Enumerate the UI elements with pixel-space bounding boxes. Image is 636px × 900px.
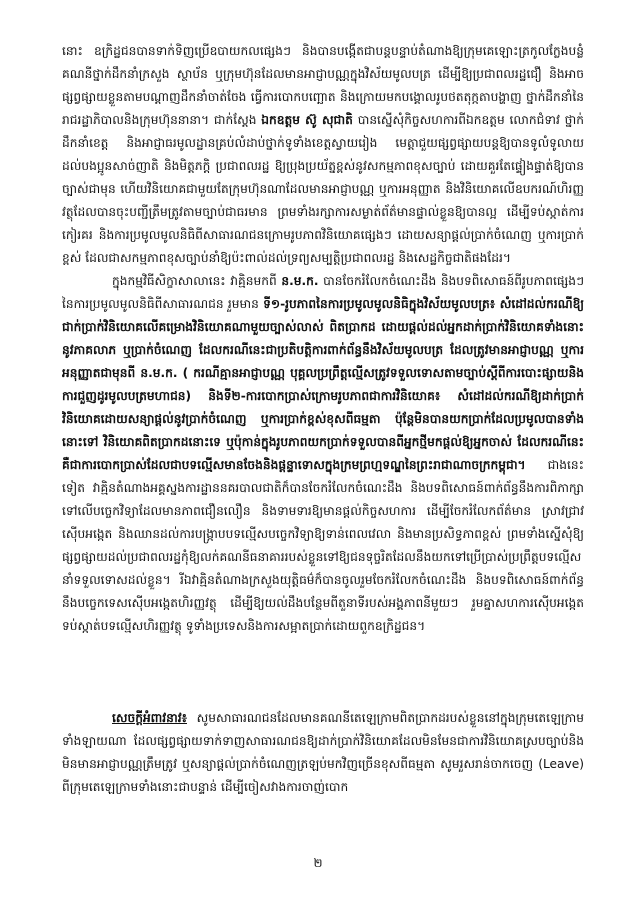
investment-types-bold: ទី១-រូបភាពនៃការប្រមូលមូលនិធិក្នុងវិស័យមូលបត្រ៖ សំដៅដល់ករណីឱ្យជាក់ប្រាក់វិនិយោគលើគម្រោងវិនិយោគណាមួយច្បាស់លាស់ ពិតប្រាកដ ដោយផ្តល់ដល់អ្នកដាក់ប្រាក់វិនិយោគទាំងនោះនូវភាគលាភ ឬប្រាក់ចំណេញ ដែលករណីនេះជាប្រតិបត្តិការពាក់ព័ន្ធនឹងវិស័យមូលបត្រ ដែលត្រូវមានអាជ្ញាបណ្ណ ឬការអនុញ្ញាតជាមុនពី ន.ម.ក. ( ករណីគ្មានអាជ្ញាបណ្ណ បុគ្គលប្រព្រឹត្តល្មើសត្រូវទទួលទោសតាមច្បាប់ស្តីពីការបោះផ្សាយនិងការជួញដូរមូលបត្រមហាជន) និងទី២-ការបោកប្រាស់ក្រោមរូបភាពជាការវិនិយោគ៖ សំដៅដល់ករណីឱ្យដាក់ប្រាក់វិនិយោគដោយសន្យាផ្តល់នូវប្រាក់ចំណេញ ឬការប្រាក់ខ្ពស់ខុសពីធម្មតា ប៉ុន្តែមិនបានយកប្រាក់ដែលប្រមូលបានទាំងនោះទៅ វិនិយោគពិតប្រាកដនោះទេ ឬប៉ុកាន់ក្នុងរូបភាពយកប្រាក់ទទួលបានពីអ្នកថ្មីមកផ្តល់ឱ្យអ្នកចាស់ ដែលករណីនេះ គឺជាការបោកប្រាស់ដែលជាបទល្មើសមានចែងនិងផ្តន្ទាទោសក្នុងក្រមព្រហ្មទណ្ឌនៃព្រះរាជាណាចក្រកម្ពុជា។ <box>62 297 584 472</box>
page-number: ២ <box>313 856 323 870</box>
paragraph-2-text-c: ជាងនេះទៀត វាគ្មិនតំណាងអគ្គស្នងការដ្ឋាននគរបាលជាតិក៏បានចែករំលែកចំណេះដឹង និងបទពិសោធន៍ពាក់ព័ន្ធនឹងការពិភាក្សាទៅលើបច្ចេកវិទ្យាដែលមានភាពជឿនលឿន និងទាមទារឱ្យមានផ្តល់កិច្ចសហការ ដើម្បីចែករំលែកព័ត៌មាន ស្រាវជ្រាវ ស៊ើបអង្កេត និងឈានដល់ការបង្ក្រាបបទល្មើសបច្ចេកវិទ្យាឱ្យទាន់ពេលវេលា និងមានប្រសិទ្ធភាពខ្ពស់ ព្រមទាំងស្នើសុំឱ្យផ្សព្វផ្សាយដល់ប្រជាពលរដ្ឋកុំឱ្យលក់គណនីធនាគាររបស់ខ្លួនទៅឱ្យជនទុច្ចរិតដែលនឹងយកទៅប្រើប្រាស់ប្រព្រឹត្តបទល្មើសនាំទទួលទោសដល់ខ្លួន។ រីឯវាគ្មិនតំណាងក្រសួងយុត្តិធម៌ក៏បានចូលរួមចែករំលែកចំណេះដឹង និងបទពិសោធន៍ពាក់ព័ន្ធនឹងបច្ចេកទេសស៊ើបអង្កេតហិរញ្ញវត្ថុ ដើម្បីឱ្យយល់ដឹងបន្ថែមពីតួនាទីរបស់អង្គភាពនីមួយៗ រួមគ្នាសហការស៊ើបអង្កេត ទប់ស្កាត់បទល្មើសហិរញ្ញវត្ថុ ទូទាំងប្រទេសនិងការសម្អាតប្រាក់ដោយពួកឧក្រិដ្ឋជន។ <box>62 458 584 633</box>
organization-abbrev: ន.ម.ក. <box>281 274 319 288</box>
appeal-heading: សេចក្តីអំពាវនាវ៖ <box>112 711 187 725</box>
appeal-text: សូមសាធារណជនដែលមានគណនីតេឡេក្រាមពិតប្រាកដរបស់ខ្លួននៅក្នុងក្រុមតេឡេក្រាមទាំងឡាយណា ដែលផ្សព្វផ្សាយទាក់ទាញសាធារណជនឱ្យដាក់ប្រាក់វិនិយោគដែលមិនមែនជាការវិនិយោគស្របច្បាប់និងមិនមានអាជ្ញាបណ្ណត្រឹមត្រូវ ឬសន្យាផ្តល់ប្រាក់ចំណេញត្រឡប់មកវិញច្រើនខុសពីធម្មតា សូមរួសរាន់ចាកចេញ (Leave) ពីក្រុមតេឡេក្រាមទាំងនោះជាបន្ទាន់ ដើម្បីចៀសវាងការចាញ់បោក <box>62 711 584 794</box>
paragraph-2 <box>62 270 584 707</box>
paragraph-1-text-a: នោះ ឧក្រិដ្ឋជនបានទាក់ទិញប្រើឧបាយកលផ្សេងៗ និងបានបង្កើតជាបន្តបន្ទាប់តំណាងឱ្យក្រុមគេឡោះត្រកូលក្លែងបន្លំគណនីថ្នាក់ដឹកនាំក្រសួង ស្ថាប័ន ឬក្រុមហ៊ុនដែលមានអាជ្ញាបណ្ណក្នុងវិស័យមូលបត្រ ដើម្បីឱ្យប្រជាពលរដ្ឋជឿ និងអាចផ្សព្វផ្សាយខ្លួនតាមបណ្តាញដឹកនាំចាត់ចែង ធ្វើការបោកបញ្ឆោត និងក្រោយមកបង្គោលរូបថតតុក្កតាបង្ហាញ ថ្នាក់ដឹកនាំនៃរាជរដ្ឋាភិបាលនិងក្រុមហ៊ុននានា។ ជាក់ស្តែង <box>62 44 584 127</box>
paragraph-3 <box>62 707 584 822</box>
document-page <box>62 40 584 822</box>
paragraph-1-text-b: បានស្នើសុំកិច្ចសហការពីឯកឧត្តម លោកជំទាវ ថ្នាក់ដឹកនាំខេត្ត និងអាជ្ញាធរមូលដ្ឋានគ្រប់លំដាប់ថ្នាក់ទូទាំងខេត្តស្វាយរៀង មេត្តាជួយផ្សព្វផ្សាយបន្តឱ្យបានទូលំទូលាយដល់បងប្អូនសាច់ញាតិ និងមិត្តភក្តិ ប្រជាពលរដ្ឋ ឱ្យប្រុងប្រយ័ត្នខ្ពស់នូវសកម្មភាពខុសច្បាប់ ដោយគួរតែផ្ទៀងផ្ទាត់ឱ្យបានច្បាស់ជាមុន ហើយវិនិយោគជាមួយតែក្រុមហ៊ុនណាដែលមានអាជ្ញាបណ្ណ ឬការអនុញ្ញាត និងវិនិយោគលើឧបករណ៍ហិរញ្ញវត្ថុដែលបានចុះបញ្ជីត្រឹមត្រូវតាមច្បាប់ជាធរមាន ព្រមទាំងរក្សាការសម្ងាត់ព័ត៌មានផ្ទាល់ខ្លួនឱ្យបានល្អ ដើម្បីទប់ស្កាត់ការកៀរគរ និងការប្រមូលមូលនិធិពីសាធារណជនក្រោមរូបភាពវិនិយោគផ្សេងៗ ដោយសន្យាផ្តល់ប្រាក់ចំណេញ ឬការប្រាក់ខ្ពស់ ដែលជាសកម្មភាពខុសច្បាប់នាំឱ្យប៉ះពាល់ដល់ទ្រព្យសម្បត្តិប្រជាពលរដ្ឋ និងសេដ្ឋកិច្ចជាតិផងដែរ។ <box>62 113 584 265</box>
paragraph-2-text-a: ក្នុងកម្មវិធីសិក្ខាសាលានេះ វាគ្មិនមកពី <box>112 274 282 288</box>
paragraph-2-text-b: បានចែករំលែកចំណេះដឹង និងបទពិសោធន៍ពីរូបភាពផ្សេងៗនៃការប្រមូលមូលនិធិពីសាធារណជន រួមមាន <box>62 274 584 311</box>
official-name: ឯកឧត្តម ស៊ូ សុជាតិ <box>261 113 353 127</box>
paragraph-1 <box>62 40 584 270</box>
